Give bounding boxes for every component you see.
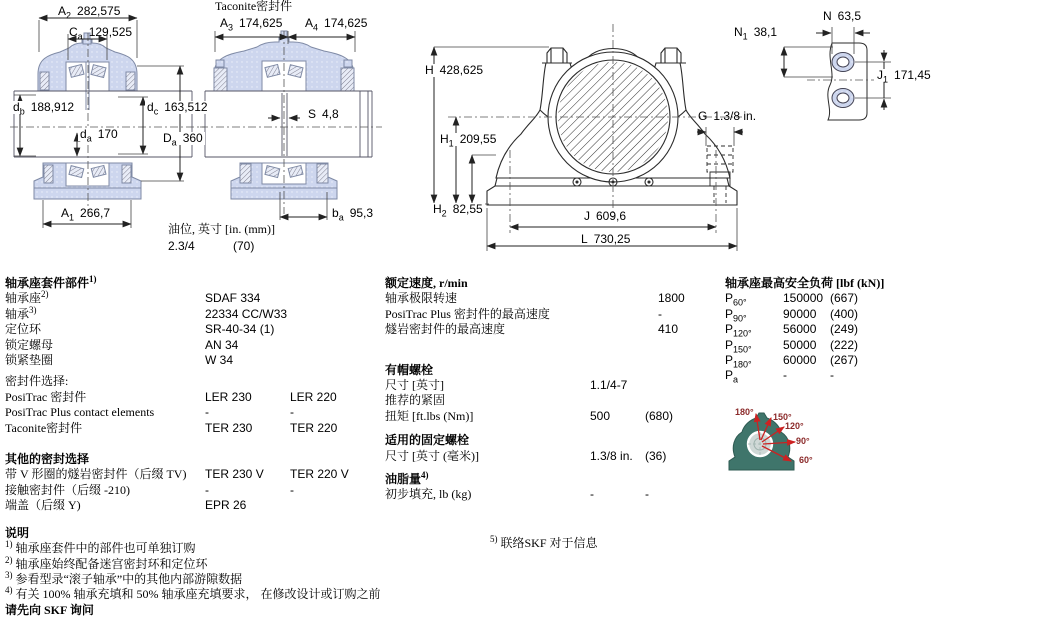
dim-H: H 428,625 [425,63,484,77]
note-item: $^{3)}$ 参看型录“滚子轴承”中的其他内部游隙数据 [5,569,243,586]
oil-level-label: 油位, 英寸 [in. (mm)] [168,222,275,236]
dim-dc: $d_c$ 163,512 [147,100,208,117]
dim-Da: $D_a$ 360 [163,131,203,148]
spec-row: PosiTrac Plus 密封件的最高速度 - [385,306,662,321]
note-bold-line: 请先向 SKF 询问 [5,602,94,617]
load-row: $P_{90^\circ}$ 90000 (400) [725,306,859,324]
load-row: $P_{60^\circ}$ 150000 (667) [725,291,859,308]
dim-J1: $J_1$ 171,45 [877,68,931,85]
spec-row: 带 V 形圈的燧岩密封件（后缀 TV) TER 230 V TER 220 V [5,467,349,482]
spec-row: 端盖（后缀 Y) EPR 26 [5,498,247,513]
view2-title: Taconite密封件 [215,0,293,13]
note-item: $^{2)}$ 轴承座始终配备迷宫密封环和定位环 [5,554,208,571]
dim-H1: $H_1$ 209,55 [440,132,497,149]
section-title-housing-parts: 轴承座套件部件$^{1)}$ [5,274,97,290]
load-row: $P_a$ - - [725,368,834,385]
column-safe-loads [725,276,1045,384]
note-item: $^{4)}$ 有关 100% 轴承充填和 50% 轴承座充填要求， 在修改设计或订购之前 [5,585,381,602]
angle-label-180: 180° [735,407,754,417]
dim-J: J 609,6 [584,209,627,223]
dim-A4: $A_4$ 174,625 [305,16,368,33]
dim-da: $d_a$ 170 [80,127,118,144]
spec-row: PosiTrac Plus contact elements - - [5,405,294,420]
spec-row: 锁紧垫圈 W 34 [5,353,234,368]
note-item: $^{1)}$ 轴承座套件中的部件也可单独订购 [5,539,196,556]
dim-L: L 730,25 [581,232,631,246]
spec-row: 推荐的紧固 [385,393,446,408]
angle-label-60: 60° [799,455,813,465]
dim-ba: $b_a$ 95,3 [332,206,374,223]
dim-A2: $A_2$ 282,575 [58,4,121,21]
spec-row: 接触密封件（后缀 -210) - - [5,482,294,497]
spec-row: 燧岩密封件的最高速度 410 [385,322,679,337]
footnote-5: $^{5)}$ 联络SKF 对于信息 [490,534,598,550]
spec-row: 尺寸 [英寸 (毫米)] 1.3/8 in. (36) [385,448,667,463]
dim-A3: $A_3$ 174,625 [220,16,283,33]
dim-N1: $N_1$ 38,1 [734,25,778,42]
view4-base-view [828,43,867,120]
spec-row: 轴承座$^{2)}$ SDAF 334 [5,289,261,306]
spec-row: 轴承$^{3)}$ 22334 CC/W33 [5,304,288,321]
angle-label-120: 120° [785,421,804,431]
dim-G: G 1.3/8 in. [698,109,757,123]
spec-row: 锁定螺母 AN 34 [5,337,239,352]
dim-H2: $H_2$ 82,55 [433,202,483,219]
spec-row: 扭矩 [ft.lbs (Nm)] 500 (680) [385,408,674,423]
section-title-cap-bolts: 有帽螺栓 [385,362,434,377]
dim-Ca: $C_a$ 129,525 [69,25,133,42]
column-speeds-bolts [385,276,715,503]
dim-N: N 63,5 [823,9,862,23]
section-title-speed: 额定速度, r/min [385,276,468,290]
view3-front-view [487,48,737,205]
angle-label-90: 90° [796,436,810,446]
dim-A1: $A_1$ 266,7 [61,206,111,223]
spec-row: 定位环 SR-40-34 (1) [5,322,275,337]
column-housing-parts [5,276,383,618]
section-title-attach-bolts: 适用的固定螺栓 [385,433,470,448]
oil-level-mm: (70) [233,239,255,253]
section-title-grease: 油脂量$^{4)}$ [385,470,429,487]
spec-row: Taconite密封件 TER 230 TER 220 [5,420,338,435]
dim-S: S 4,8 [308,107,339,121]
spec-row: 尺寸 [英寸] 1.1/4-7 [385,378,628,393]
load-row: $P_{180^\circ}$ 60000 (267) [725,353,859,370]
section-title-other-seals: 其他的密封选择 [5,452,90,467]
spec-row: 轴承极限转速 1800 [385,291,685,306]
oil-level-inch: 2.3/4 [168,239,195,253]
spec-row: PosiTrac 密封件 LER 230 LER 220 [5,389,337,404]
section-title-loads: 轴承座最高安全负荷 [lbf (kN)] [725,276,885,290]
angle-label-150: 150° [773,412,792,422]
load-row: $P_{150^\circ}$ 50000 (222) [725,337,859,355]
spec-row: 初步填充, lb (kg) - - [385,487,649,502]
section-title-notes: 说明 [5,525,30,540]
section-title-seal-selection: 密封件选择: [5,374,69,389]
view1-front-section [34,33,141,199]
load-row: $P_{120^\circ}$ 56000 (249) [725,322,859,339]
dim-db: $d_b$ 188,912 [13,100,75,117]
